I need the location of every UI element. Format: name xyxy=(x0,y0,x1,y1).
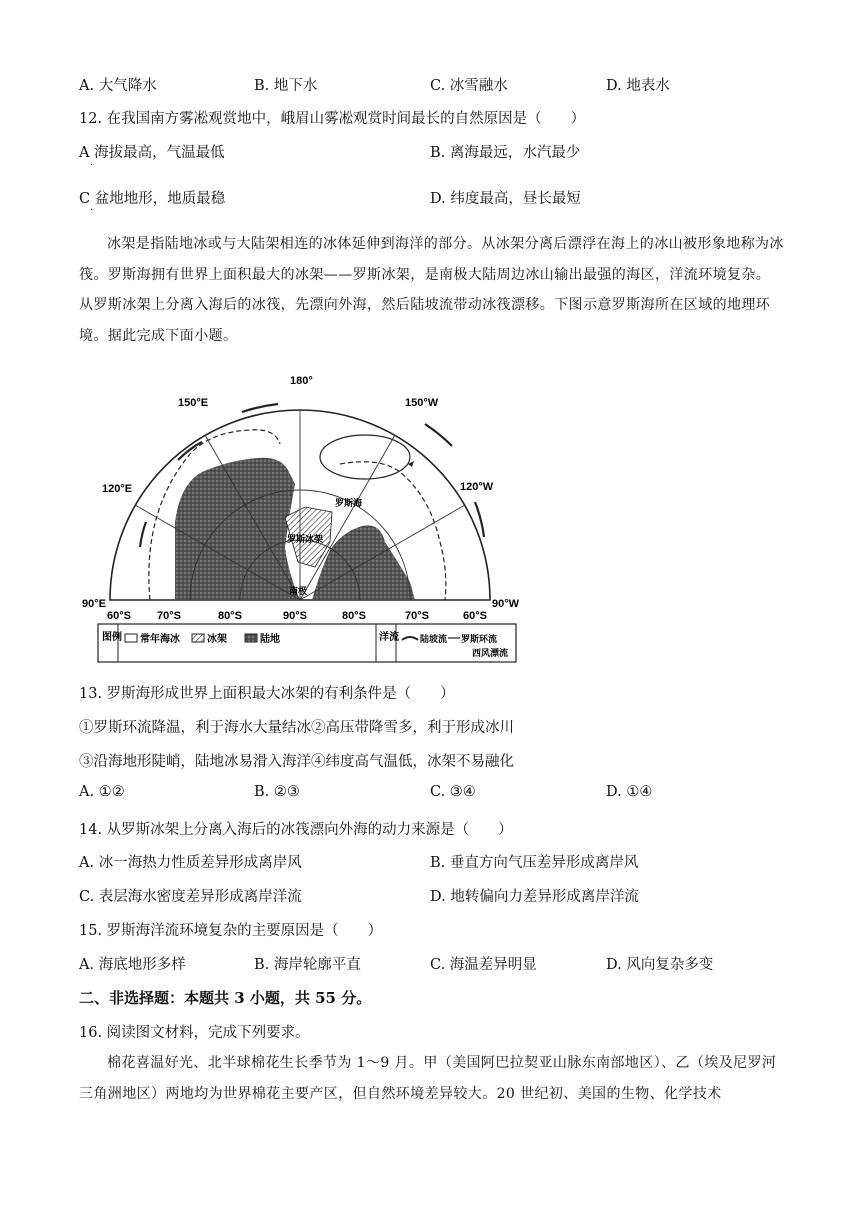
q14-option-a: A. 冰一海热力性质差异形成离岸风 xyxy=(79,855,302,871)
lat-label: 70°S xyxy=(157,610,181,622)
section-heading: 二、非选择题：本题共 3 小题，共 55 分。 xyxy=(79,989,372,1007)
q14-option-b: B. 垂直方向气压差异形成离岸风 xyxy=(430,855,639,871)
q13-statement-1: ①罗斯环流降温，利于海水大量结冰②高压带降雪多，利于形成冰川 xyxy=(79,720,514,736)
q11-option-a: A. 大气降水 xyxy=(79,78,157,94)
q12-stem: 12. 在我国南方雾凇观赏地中，峨眉山雾凇观赏时间最长的自然原因是（ ） xyxy=(79,111,586,127)
label-150e: 150°E xyxy=(178,397,209,409)
legend-sea-ice: 常年海冰 xyxy=(140,634,180,645)
q15-stem: 15. 罗斯海洋流环境复杂的主要原因是（ ） xyxy=(79,923,383,939)
legend-land-swatch xyxy=(245,634,257,642)
q14-option-c: C. 表层海水密度差异形成离岸洋流 xyxy=(79,889,302,905)
label-120e: 120°E xyxy=(102,483,133,495)
legend-sea-ice-swatch xyxy=(125,634,137,642)
legend-ice-shelf: 冰架 xyxy=(207,634,227,645)
lat-label: 80°S xyxy=(218,610,242,622)
q16-passage: 棉花喜温好光、北半球棉花生长季节为 1～9 月。甲（美国阿巴拉契亚山脉东南部地区）、乙（埃及尼罗河三角洲地区）两地均为世界棉花主要产区，但自然环境差异较大。20 世纪初、美国的生物、化学技术 xyxy=(79,1055,777,1102)
legend-ross-gyre: 罗斯环流 xyxy=(461,634,498,644)
q13-option-c: C. ③④ xyxy=(430,784,476,800)
antarctic-land xyxy=(175,458,300,600)
q15-option-a: A. 海底地形多样 xyxy=(79,957,186,973)
passage-ross-sea: 冰架是指陆地冰或与大陆架相连的冰体延伸到海洋的部分。从冰架分离后漂浮在海上的冰山被形象地称为冰筏。罗斯海拥有世界上面积最大的冰架——罗斯冰架，是南极大陆周边冰山输出最强的海区，洋流环境复杂。从罗斯冰架上分离入海后的冰筏，先漂向外海，然后陆坡流带动冰筏漂移。下图示意罗斯海所在区域的地理环境。据此完成下面小题。 xyxy=(79,236,784,344)
lat-label: 80°S xyxy=(342,610,366,622)
q14-stem: 14. 从罗斯冰架上分离入海后的冰筏漂向外海的动力来源是（ ） xyxy=(79,822,513,838)
q16-stem: 16. 阅读图文材料，完成下列要求。 xyxy=(79,1025,310,1041)
label-ross-sea: 罗斯海 xyxy=(335,498,363,508)
q15-option-b: B. 海岸轮廓平直 xyxy=(254,957,361,973)
q15-option-d: D. 风向复杂多变 xyxy=(606,957,714,973)
legend-land: 陆地 xyxy=(260,634,280,645)
q12-option-d: D. 纬度最高，昼长最短 xyxy=(430,191,581,207)
ross-sea-map xyxy=(80,372,520,664)
dot-mark: · xyxy=(90,160,94,171)
q15-option-c: C. 海温差异明显 xyxy=(430,957,537,973)
q13-option-b: B. ②③ xyxy=(254,784,300,800)
legend-slope-current: 陆坡流 xyxy=(420,634,448,644)
q14-option-d: D. 地转偏向力差异形成离岸洋流 xyxy=(430,889,639,905)
label-180: 180° xyxy=(290,375,313,387)
q12-option-a: A 海拔最高，气温最低 xyxy=(79,145,225,161)
q13-stem: 13. 罗斯海形成世界上面积最大冰架的有利条件是（ ） xyxy=(79,686,455,702)
label-150w: 150°W xyxy=(405,397,439,409)
q13-option-a: A. ①② xyxy=(79,784,125,800)
lat-label: 60°S xyxy=(107,610,131,622)
lat-label: 60°S xyxy=(463,610,487,622)
q13-option-d: D. ①④ xyxy=(606,784,653,800)
label-90e: 90°E xyxy=(82,598,106,610)
legend-ice-shelf-swatch xyxy=(192,634,204,642)
label-120w: 120°W xyxy=(460,481,494,493)
label-south-pole: 南极 xyxy=(289,586,308,596)
q12-option-c: C 盆地地形，地质最稳 xyxy=(79,191,226,207)
q11-option-b: B. 地下水 xyxy=(254,78,318,94)
q12-option-b: B. 离海最远，水汽最少 xyxy=(430,145,581,161)
lat-label: 70°S xyxy=(405,610,429,622)
label-90w: 90°W xyxy=(492,598,520,610)
lat-label: 90°S xyxy=(283,610,307,622)
q11-option-c: C. 冰雪融水 xyxy=(430,78,508,94)
legend-west-wind-drift: 西风漂流 xyxy=(472,648,509,658)
label-ross-ice-shelf: 罗斯冰架 xyxy=(287,534,324,544)
q13-statement-2: ③沿海地形陡峭，陆地冰易滑入海洋④纬度高气温低，冰架不易融化 xyxy=(79,754,514,770)
legend-title: 图例 xyxy=(102,632,122,643)
dot-mark: · xyxy=(90,205,94,216)
q11-option-d: D. 地表水 xyxy=(606,78,670,94)
current-title: 洋流 xyxy=(379,632,399,643)
